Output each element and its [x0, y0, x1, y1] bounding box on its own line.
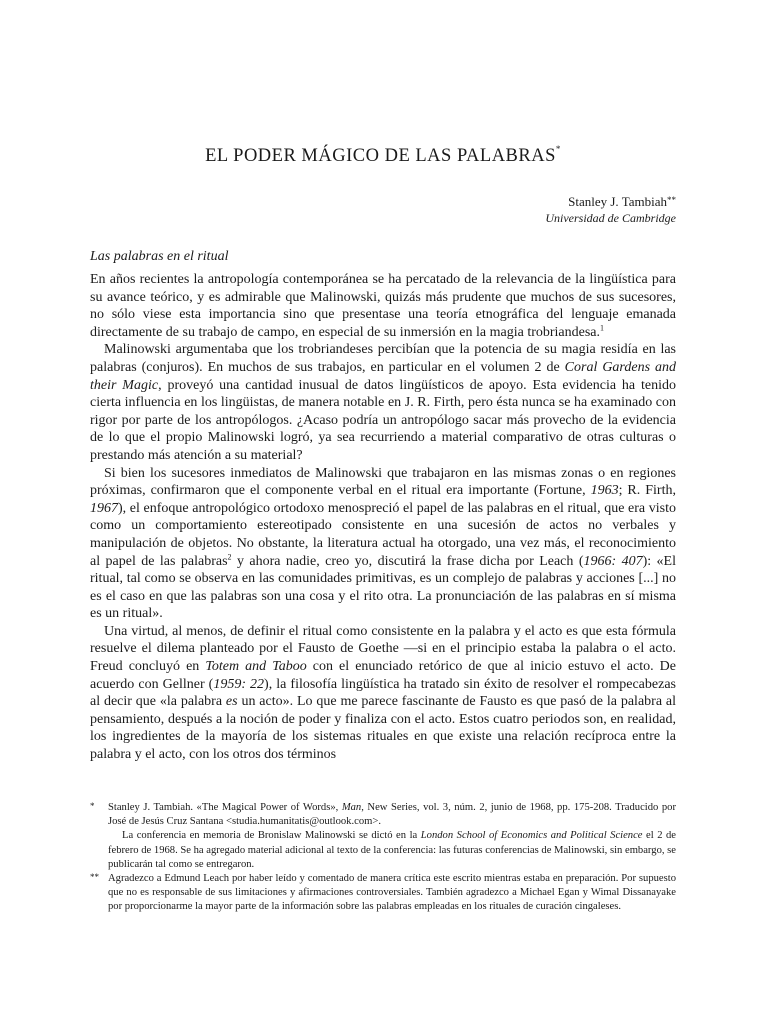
body-text	[90, 271, 676, 764]
author-footnote-mark[interactable]: **	[667, 195, 676, 205]
footnote-1-mark: *	[90, 801, 95, 811]
book-title-totem-taboo: Totem and Taboo	[205, 659, 307, 675]
byline	[545, 194, 676, 226]
paragraph-2-text-b: , proveyó una cantidad inusual de datos lingüísticos de apoyo. Esta evidencia ha tenido cierta influencia en los lingüistas, de manera notable en J. R. Firth, pero ésta nunca se ha examinado con rigor por parte de los antropólogos. ¿Acaso podría un antropólogo sacar más provecho de la evidencia de lo que el propio Malinowski logró, ya sea recurriendo a material comparativo de otras culturas o prestando más atención a su material?	[90, 377, 676, 463]
paragraph-1	[90, 271, 676, 341]
paragraph-4-text-a: Una virtud, al menos, de definir el ritual como consistente en la palabra y el acto es que esta fórmula resuelve el dilema planteado por el Fausto de Goethe —si en el principio estaba la palabra o el acto. Freud concluyó en	[90, 623, 676, 675]
footnote-ref-2[interactable]: 2	[227, 551, 232, 561]
paragraph-3-text-d: y ahora nadie, creo yo, discutirá la frase dicha por Leach (	[231, 553, 584, 569]
footnote-1	[90, 801, 676, 872]
footnote-1-text-c: La conferencia en memoria de Bronislaw Malinowski se dictó en la	[122, 830, 421, 842]
paragraph-3	[90, 465, 676, 623]
author-name	[545, 194, 676, 210]
footnote-1-text-d: el 2 de febrero de 1968. Se ha agregado material adicional al texto de la conferencia: las futuras conferencias de Malinowski, sin embargo, se publicarán tal como se entregaron.	[108, 830, 677, 870]
paragraph-4-text-c: ), la filosofía lingüística ha tratado sin éxito de resolver el rompecabezas al decir que «la palabra	[90, 676, 676, 710]
emphasis-es: es	[225, 694, 238, 710]
footnote-1-continuation	[108, 829, 676, 872]
paragraph-4	[90, 623, 676, 764]
footnote-2-text: Agradezco a Edmund Leach por haber leído y comentado de manera crítica este escrito mientras estaba en preparación. Por supuesto que no es responsable de sus limitaciones y afirmaciones controversiales. También agradezco a Michael Egan y Wimal Dissanayake por proporcionarme la mayor parte de la información sobre las palabras empleadas en los rituales de curación cingaleses.	[108, 873, 676, 913]
journal-title: Man	[341, 802, 362, 813]
footnotes	[90, 801, 676, 915]
citation-year-firth: 1967	[90, 500, 118, 516]
paragraph-3-text-e: ): «El ritual, tal como se observa en las comunidades primitivas, es un complejo de palabras y acciones [...] no es el caso en que las palabras son una cosa y el rito otra. La pronunciación de las palabras en sí misma es un ritual».	[90, 553, 676, 622]
article-title-text: EL PODER MÁGICO DE LAS PALABRAS	[205, 146, 556, 166]
citation-year-leach: 1966: 407	[583, 553, 643, 569]
title-footnote-mark[interactable]: *	[555, 144, 561, 154]
footnote-1-text-b: , New Series, vol. 3, núm. 2, junio de 1968, pp. 175-208. Traducido por José de Jesús Cruz Santana <studia.humanitatis@outlook.com>.	[108, 802, 676, 828]
paragraph-2	[90, 341, 676, 464]
document-page	[90, 0, 676, 1024]
institution-name: London School of Economics and Political Science	[420, 830, 643, 842]
paragraph-2-text-a: Malinowski argumentaba que los trobriandeses percibían que la potencia de su magia residía en las palabras (conjuros). En muchos de sus trabajos, en particular en el volumen 2 de	[90, 342, 676, 375]
paragraph-3-text-a: Si bien los sucesores inmediatos de Malinowski que trabajaron en las mismas zonas o en regiones próximas, confirmaron que el componente verbal en el ritual era importante (Fortune,	[90, 465, 676, 499]
book-title-coral-gardens: Coral Gardens and their Magic	[90, 359, 676, 393]
citation-year-gellner: 1959: 22	[213, 676, 265, 692]
article-title	[90, 146, 676, 167]
footnote-2-mark: **	[90, 872, 99, 883]
author-affiliation: Universidad de Cambridge	[545, 211, 676, 225]
paragraph-1-text: En años recientes la antropología contemporánea se ha percatado de la relevancia de la lingüística para su avance teórico, y es admirable que Malinowski, quizás más prudente que muchos de sus sucesores, no sólo viese esta importancia sino que presentase una teoría etnográfica del lenguaje emanada directamente de su trabajo de campo, en especial de su inmersión en la magia trobriandesa.	[90, 272, 676, 340]
author-name-text: Stanley J. Tambiah	[568, 194, 667, 209]
footnote-2	[90, 872, 676, 915]
paragraph-3-text-c: ), el enfoque antropológico ortodoxo menospreció el papel de las palabras en el ritual, que era visto como un comportamiento estereotipado consistente en una sucesión de actos no verbales y manipulación de objetos. No obstante, la literatura actual ha otorgado, una vez más, el reconocimiento al papel de las palabras	[90, 500, 676, 569]
paragraph-4-text-b: con el enunciado retórico de que al inicio estuvo el acto. De acuerdo con Gellner (	[90, 659, 677, 692]
paragraph-4-text-d: un acto». Lo que me parece fascinante de Fausto es que pasó de la palabra al pensamiento, después a la noción de poder y finaliza con el acto. Estos cuatro periodos son, en realidad, los ingredientes de la mayoría de los sistemas rituales en que existe una relación recíproca entre la palabra y el acto, con los otros dos términos	[90, 694, 677, 763]
section-heading: Las palabras en el ritual	[90, 249, 229, 264]
footnote-1-text-a: Stanley J. Tambiah. «The Magical Power of Words»,	[108, 802, 342, 813]
footnote-1-text	[108, 801, 676, 829]
paragraph-3-text-b: ; R. Firth,	[618, 483, 676, 499]
citation-year-fortune: 1963	[590, 483, 619, 499]
footnote-ref-1[interactable]: 1	[600, 323, 605, 333]
